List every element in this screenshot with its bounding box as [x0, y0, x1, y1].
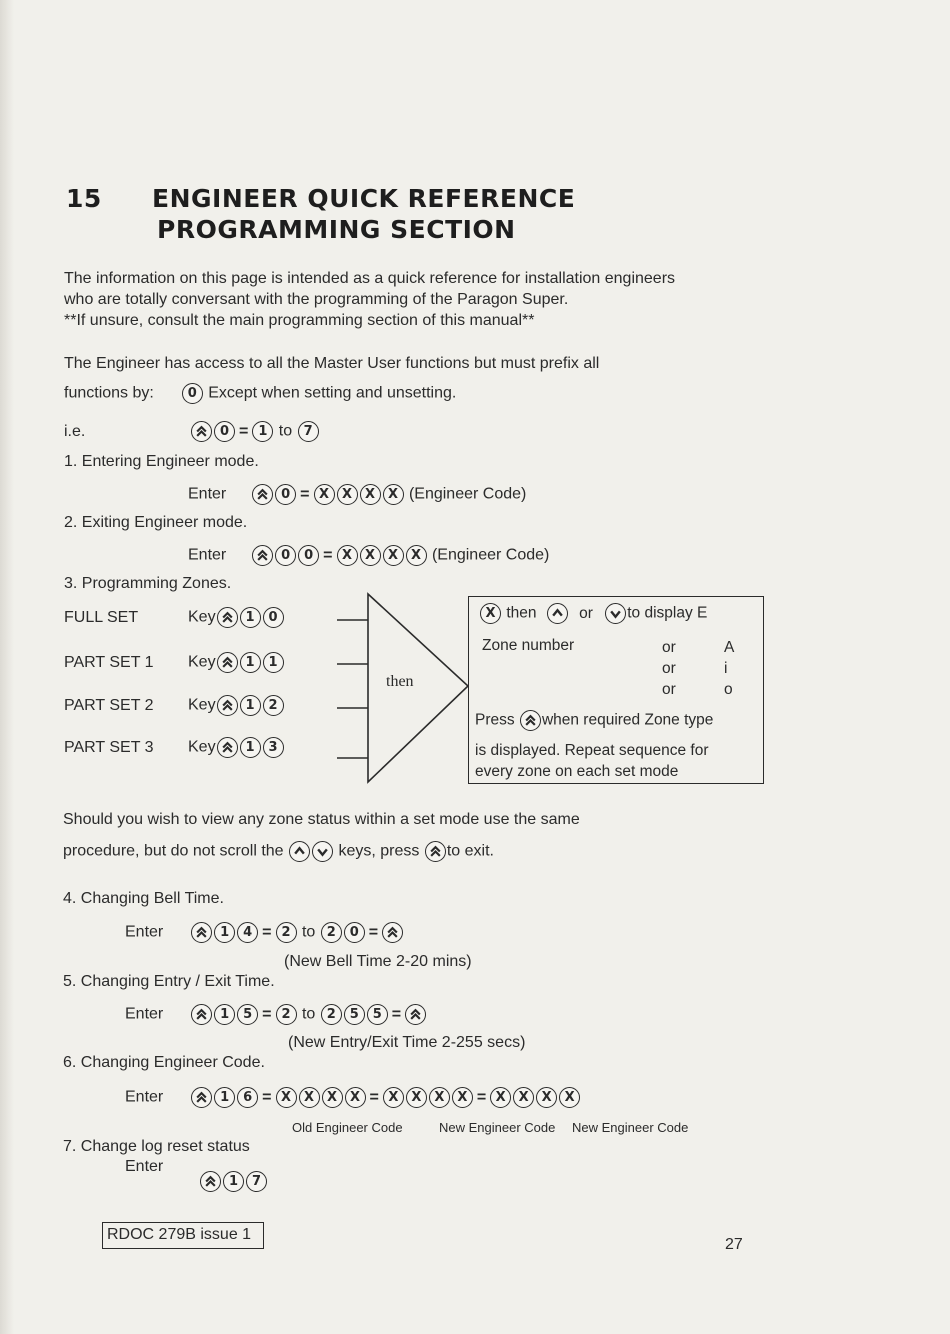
- key-0: 0: [214, 421, 235, 442]
- new-engineer-code-label-confirm: New Engineer Code: [572, 1120, 689, 1135]
- view-status-prefix: procedure, but do not scroll the: [63, 842, 284, 860]
- press-line: [475, 710, 713, 731]
- box-line1: [479, 603, 707, 624]
- step4-sequence: [125, 922, 404, 943]
- key-1: 1: [240, 737, 261, 758]
- displayed-line: is displayed. Repeat sequence for: [475, 742, 709, 759]
- zone-row-part-set-2-keys: [188, 695, 285, 716]
- enter-label: Enter: [188, 485, 227, 503]
- double-chevron-up-icon: [191, 1004, 212, 1025]
- enter-label: Enter: [188, 546, 227, 564]
- key-x: X: [360, 484, 381, 505]
- double-chevron-up-icon: [217, 652, 238, 673]
- or-label: or: [662, 660, 676, 677]
- key-x: X: [513, 1087, 534, 1108]
- view-status-suffix: to exit.: [446, 842, 494, 860]
- access-line2: [64, 383, 456, 404]
- double-chevron-up-icon: [191, 922, 212, 943]
- view-status-line1: Should you wish to view any zone status within a set mode use the same: [63, 811, 580, 828]
- key-x: X: [322, 1087, 343, 1108]
- code-o: o: [724, 681, 733, 698]
- step4-note: (New Bell Time 2-20 mins): [284, 953, 472, 970]
- key-2: 2: [276, 922, 297, 943]
- double-chevron-up-icon: [252, 545, 273, 566]
- key-2: 2: [321, 922, 342, 943]
- access-line1: The Engineer has access to all the Master User functions but must prefix all: [64, 355, 600, 372]
- equals-sign: =: [300, 485, 310, 503]
- key-x: X: [276, 1087, 297, 1108]
- or-label: or: [662, 639, 676, 656]
- double-chevron-up-icon: [382, 922, 403, 943]
- step6-sequence: [125, 1087, 581, 1108]
- key-1: 1: [240, 652, 261, 673]
- key-0: 0: [275, 545, 296, 566]
- key-x: X: [480, 603, 501, 624]
- intro-line1: The information on this page is intended as a quick reference for installation engineers: [64, 270, 676, 287]
- double-chevron-up-icon: [217, 607, 238, 628]
- display-text: to display E: [627, 604, 708, 622]
- step7-sequence: [199, 1171, 268, 1192]
- step5-note: (New Entry/Exit Time 2-255 secs): [288, 1034, 526, 1051]
- key-2: 2: [263, 695, 284, 716]
- key-1: 1: [214, 1087, 235, 1108]
- or-label: or: [662, 681, 676, 698]
- key-5: 5: [344, 1004, 365, 1025]
- to-word: to: [301, 923, 316, 941]
- equals-sign: =: [323, 546, 333, 564]
- chevron-up-icon: [289, 841, 310, 862]
- double-chevron-up-icon: [191, 421, 212, 442]
- equals-sign: =: [262, 1088, 272, 1106]
- double-chevron-up-icon: [425, 841, 446, 862]
- equals-sign: =: [476, 1088, 487, 1106]
- key-1: 1: [223, 1171, 244, 1192]
- access-suffix: Except when setting and unsetting.: [208, 384, 457, 402]
- engineer-code-note: (Engineer Code): [431, 546, 550, 564]
- view-status-mid: keys, press: [338, 842, 420, 860]
- key-6: 6: [237, 1087, 258, 1108]
- section-title-line1: ENGINEER QUICK REFERENCE: [152, 184, 576, 213]
- key-0: 0: [298, 545, 319, 566]
- press-rest: when required Zone type: [541, 711, 714, 729]
- step7-title: 7. Change log reset status: [63, 1138, 250, 1155]
- key-x: X: [383, 1087, 404, 1108]
- key-x: X: [536, 1087, 557, 1108]
- enter-label: Enter: [125, 1005, 164, 1023]
- section-number: 15: [66, 184, 102, 213]
- zone-row-full-set-label: FULL SET: [64, 609, 139, 626]
- then-word: then: [506, 604, 537, 622]
- enter-label: Enter: [125, 923, 164, 941]
- key-0: 0: [344, 922, 365, 943]
- key-x: X: [406, 1087, 427, 1108]
- double-chevron-up-icon: [217, 695, 238, 716]
- equals-sign: =: [368, 923, 379, 941]
- key-x: X: [360, 545, 381, 566]
- chevron-down-icon: [605, 603, 626, 624]
- zone-row-part-set-3-label: PART SET 3: [64, 739, 154, 756]
- ie-label: i.e.: [64, 423, 86, 440]
- key-word: Key: [188, 653, 216, 671]
- step2-sequence: [188, 545, 549, 566]
- step3-title: 3. Programming Zones.: [64, 575, 232, 592]
- key-1: 1: [240, 607, 261, 628]
- intro-line3: **If unsure, consult the main programming section of this manual**: [64, 312, 535, 329]
- new-engineer-code-label: New Engineer Code: [439, 1120, 556, 1135]
- key-3: 3: [263, 737, 284, 758]
- zone-row-part-set-2-label: PART SET 2: [64, 697, 154, 714]
- key-word: Key: [188, 608, 216, 626]
- key-1: 1: [214, 922, 235, 943]
- chevron-up-icon: [547, 603, 568, 624]
- key-x: X: [299, 1087, 320, 1108]
- key-1: 1: [252, 421, 273, 442]
- code-i: i: [724, 660, 728, 677]
- equals-sign: =: [369, 1088, 379, 1106]
- double-chevron-up-icon: [405, 1004, 426, 1025]
- zone-type-box: [468, 596, 764, 784]
- key-word: Key: [188, 696, 216, 714]
- zone-row-part-set-1-label: PART SET 1: [64, 654, 154, 671]
- to-word: to: [278, 422, 293, 440]
- intro-line2: who are totally conversant with the programming of the Paragon Super.: [64, 291, 569, 308]
- double-chevron-up-icon: [200, 1171, 221, 1192]
- old-engineer-code-label: Old Engineer Code: [292, 1120, 403, 1135]
- page-number: 27: [725, 1236, 743, 1253]
- key-x: X: [429, 1087, 450, 1108]
- double-chevron-up-icon: [191, 1087, 212, 1108]
- arrow-triangle: [368, 594, 468, 782]
- step2-title: 2. Exiting Engineer mode.: [64, 514, 248, 531]
- zone-number-label: Zone number: [482, 637, 575, 654]
- key-5: 5: [237, 1004, 258, 1025]
- engineer-code-note: (Engineer Code): [408, 485, 527, 503]
- equals-sign: =: [262, 1005, 272, 1023]
- zone-row-part-set-3-keys: [188, 737, 285, 758]
- chevron-down-icon: [312, 841, 333, 862]
- to-word: to: [301, 1005, 316, 1023]
- key-word: Key: [188, 738, 216, 756]
- key-1: 1: [240, 695, 261, 716]
- key-2: 2: [321, 1004, 342, 1025]
- press-word: Press: [475, 711, 515, 729]
- or-word: or: [579, 604, 593, 622]
- step5-sequence: [125, 1004, 427, 1025]
- key-1: 1: [214, 1004, 235, 1025]
- equals-sign: =: [239, 422, 249, 440]
- key-2: 2: [276, 1004, 297, 1025]
- key-x: X: [490, 1087, 511, 1108]
- key-5: 5: [367, 1004, 388, 1025]
- key-x: X: [406, 545, 427, 566]
- step6-title: 6. Changing Engineer Code.: [63, 1054, 265, 1071]
- zone-row-full-set-keys: [188, 607, 285, 628]
- equals-sign: =: [262, 923, 272, 941]
- page-edge: [0, 0, 14, 1334]
- step1-title: 1. Entering Engineer mode.: [64, 453, 259, 470]
- section-title-line2: PROGRAMMING SECTION: [157, 215, 516, 244]
- then-label: then: [386, 673, 414, 690]
- key-x: X: [559, 1087, 580, 1108]
- equals-sign: =: [391, 1005, 402, 1023]
- code-a: A: [724, 639, 735, 656]
- key-0: 0: [275, 484, 296, 505]
- key-x: X: [337, 545, 358, 566]
- double-chevron-up-icon: [520, 710, 541, 731]
- key-1: 1: [263, 652, 284, 673]
- key-x: X: [452, 1087, 473, 1108]
- double-chevron-up-icon: [252, 484, 273, 505]
- step5-title: 5. Changing Entry / Exit Time.: [63, 973, 275, 990]
- key-x: X: [345, 1087, 366, 1108]
- key-x: X: [383, 484, 404, 505]
- key-0: 0: [263, 607, 284, 628]
- step7-enter: Enter: [125, 1158, 164, 1175]
- double-chevron-up-icon: [217, 737, 238, 758]
- document-reference: RDOC 279B issue 1: [102, 1222, 264, 1249]
- view-status-line2: [63, 841, 494, 862]
- key-x: X: [337, 484, 358, 505]
- key-0: 0: [182, 383, 203, 404]
- key-4: 4: [237, 922, 258, 943]
- key-7: 7: [246, 1171, 267, 1192]
- access-prefix: functions by:: [64, 384, 154, 402]
- step1-sequence: [188, 484, 526, 505]
- enter-label: Enter: [125, 1088, 164, 1106]
- zone-row-part-set-1-keys: [188, 652, 285, 673]
- key-7: 7: [298, 421, 319, 442]
- ie-sequence: [190, 421, 320, 442]
- step4-title: 4. Changing Bell Time.: [63, 890, 224, 907]
- key-x: X: [314, 484, 335, 505]
- key-x: X: [383, 545, 404, 566]
- every-line: every zone on each set mode: [475, 763, 679, 780]
